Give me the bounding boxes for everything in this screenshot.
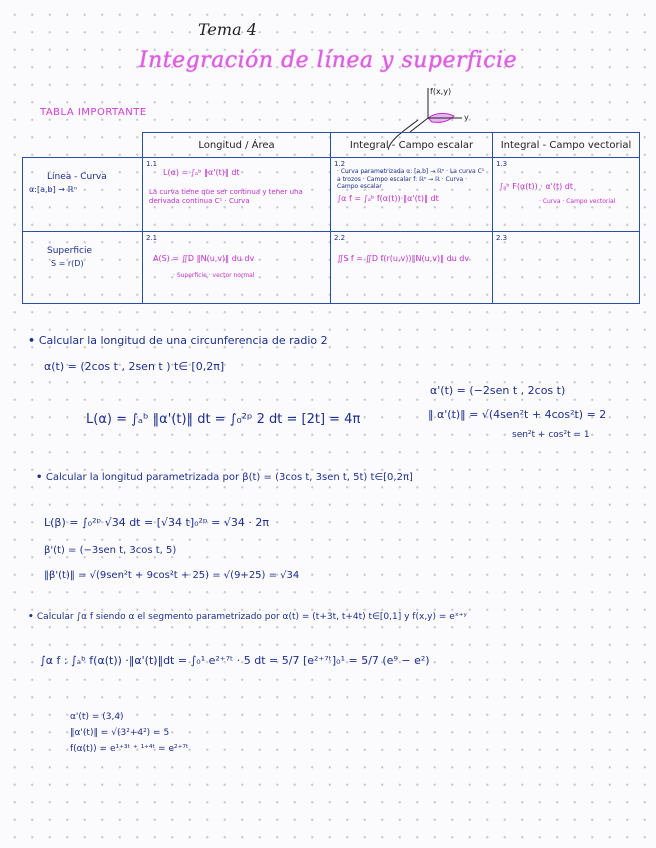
sketch-label: f(x,y) bbox=[430, 87, 452, 96]
cell-1-3 bbox=[493, 158, 640, 232]
cell-number: 1.3 bbox=[496, 160, 508, 168]
summary-table bbox=[22, 132, 640, 304]
cell-1-1 bbox=[143, 158, 331, 232]
formula-1-1: L(α) = ∫ₐᵇ ‖α'(t)‖ dt bbox=[163, 168, 240, 177]
note-1-2: · Curva parametrizada α: [a,b] → ℝⁿ · La curva C¹ a trozos · Campo escalar f: ℝⁿ → ℝ · Curva · Campo escalar bbox=[337, 168, 485, 190]
formula-1-3: ∫ₐᵇ F(α(t)) · α'(t) dt bbox=[499, 182, 574, 191]
table-label: TABLA IMPORTANTE bbox=[40, 107, 147, 118]
ex1-prompt: • Calcular la longitud de una circunferencia de radio 2 bbox=[28, 334, 328, 347]
ex3-prompt: • Calcular ∫α f siendo α el segmento parametrizado por α(t) = (t+3t, t+4t) t∈[0,1] y f(x,y) = eˣ⁺ʸ bbox=[28, 612, 467, 622]
ex1-derivative: α'(t) = (−2sen t , 2cos t) bbox=[430, 384, 566, 397]
cell-number: 2.2 bbox=[334, 234, 346, 242]
ex2-line2: β'(t) = (−3sen t, 3cos t, 5) bbox=[44, 545, 177, 556]
cell-2-3 bbox=[493, 232, 640, 304]
header-vectorial: Integral - Campo vectorial bbox=[493, 133, 640, 158]
ex3-line2: ‖α'(t)‖ = √(3²+4²) = 5 bbox=[70, 728, 170, 738]
table-corner bbox=[23, 133, 143, 158]
ex1-result: L(α) = ∫ₐᵇ ‖α'(t)‖ dt = ∫₀²ᵖ 2 dt = [2t] = 4π bbox=[86, 412, 361, 427]
cell-1-2 bbox=[331, 158, 493, 232]
ex3-line3: f(α(t)) = e¹⁺³ᵗ ⁺ ¹⁺⁴ᵗ = e²⁺⁷ᵗ bbox=[70, 744, 189, 754]
ex1-identity: sen²t + cos²t = 1 bbox=[512, 430, 590, 440]
cell-number: 1.1 bbox=[146, 160, 158, 168]
ex2-line1: L(β) = ∫₀²ᵖ √34 dt = [√34 t]₀²ᵖ = √34 · 2π bbox=[44, 516, 269, 529]
row-label-linea bbox=[23, 158, 143, 232]
formula-2-1: A(S) = ∬D ‖N(u,v)‖ du dv bbox=[153, 254, 255, 263]
row-label-superficie-1: Superficie bbox=[47, 246, 93, 256]
ex3-line1: α'(t) = (3,4) bbox=[70, 712, 124, 722]
formula-1-2: ∫α f = ∫ₐᵇ f(α(t))·‖α'(t)‖ dt bbox=[337, 193, 439, 203]
note-1-3: · Curva · Campo vectorial bbox=[539, 198, 616, 205]
row-label-superficie bbox=[23, 232, 143, 304]
tema-heading: Tema 4 bbox=[198, 20, 257, 39]
cell-2-2 bbox=[331, 232, 493, 304]
note-1-1: La curva tiene que ser continua y tener una derivada continua C¹ · Curva bbox=[149, 188, 303, 205]
ex1-param: α(t) = (2cos t , 2sen t ) t∈ [0,2π] bbox=[44, 360, 225, 373]
header-longitud: Longitud / Área bbox=[143, 133, 331, 158]
ex1-norm: ‖ α'(t)‖ = √(4sen²t + 4cos²t) = 2 bbox=[428, 408, 607, 421]
page-title: Integración de línea y superficie bbox=[138, 48, 518, 73]
ex2-prompt: • Calcular la longitud parametrizada por β(t) = (3cos t, 3sen t, 5t) t∈[0,2π] bbox=[36, 472, 413, 483]
note-2-1: · Superficie · vector normal bbox=[173, 272, 255, 279]
formula-2-2: ∬S f = ∬D f(r(u,v))‖N(u,v)‖ du dv bbox=[337, 254, 470, 263]
cell-number: 2.3 bbox=[496, 234, 508, 242]
row-label-linea-1: Línea - Curva bbox=[47, 172, 107, 182]
ex3-main: ∫α f : ∫ₐᵇ f(α(t)) ·‖α'(t)‖dt = ∫₀¹ e²⁺⁷ᵗ · 5 dt = 5/7 [e²⁺⁷ᵗ]₀¹ = 5/7 (e⁹ − e²) bbox=[40, 654, 430, 667]
row-label-linea-2: α:[a,b] → ℝⁿ bbox=[29, 185, 78, 195]
cell-number: 1.2 bbox=[334, 160, 346, 168]
cell-number: 2.1 bbox=[146, 234, 158, 242]
ex2-line3: ‖β'(t)‖ = √(9sen²t + 9cos²t + 25) = √(9+25) = √34 bbox=[44, 570, 300, 581]
header-escalar: Integral - Campo escalar bbox=[331, 133, 493, 158]
cell-2-1 bbox=[143, 232, 331, 304]
row-label-superficie-2: S = r(D) bbox=[51, 259, 84, 269]
svg-text:y: y bbox=[464, 113, 469, 122]
